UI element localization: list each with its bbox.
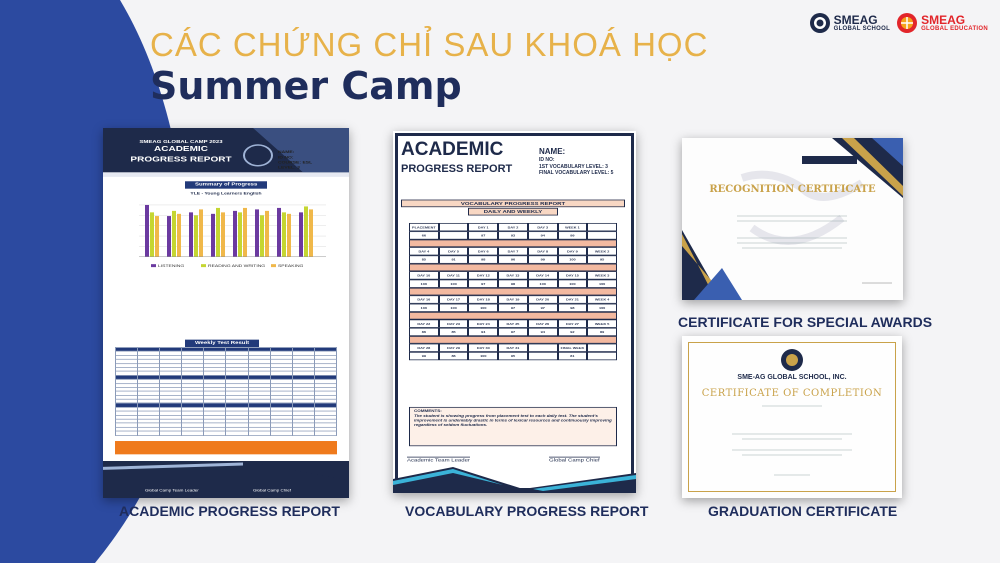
report-title-block	[111, 140, 251, 164]
completion-certificate-document	[682, 336, 902, 498]
grid-label-cell: DAY 10	[409, 271, 439, 279]
grid-label-cell: DAY 25	[498, 320, 528, 328]
grid-separator	[409, 264, 617, 272]
grid-label-cell: DAY 17	[439, 295, 469, 303]
chart-bar	[167, 216, 171, 257]
grid-value-row	[409, 255, 617, 263]
grid-label-cell	[528, 344, 558, 352]
grid-value-cell: 98	[498, 280, 528, 288]
chart-bar	[211, 214, 215, 257]
grid-value-cell: 93	[498, 231, 528, 239]
certificate-title: RECOGNITION CERTIFICATE	[709, 184, 876, 195]
grid-label-cell: DAY 8	[528, 247, 558, 255]
table-cell	[292, 431, 314, 435]
chart-subtitle: YLE - Young Learners English	[190, 191, 262, 197]
grid-value-row	[409, 304, 617, 312]
chart-bar	[194, 215, 198, 256]
caption-vocabulary-report: VOCABULARY PROGRESS REPORT	[405, 503, 649, 519]
chart-bars	[145, 205, 313, 257]
table-cell	[138, 431, 160, 435]
certificate-title: CERTIFICATE OF COMPLETION	[701, 388, 883, 399]
grid-label-cell: DAY 24	[468, 320, 498, 328]
grid-label-cell: DAY 11	[439, 271, 469, 279]
grid-label-cell: DAY 4	[409, 247, 439, 255]
table-cell	[248, 431, 270, 435]
grid-value-cell: 94	[528, 328, 558, 336]
info-name: NAME:	[539, 147, 566, 156]
globe-emblem-icon	[896, 12, 918, 34]
chart-bar	[282, 212, 286, 256]
footer-stripe	[103, 446, 349, 498]
grid-label-cell: DAY 9	[558, 247, 588, 255]
grid-value-row	[409, 328, 617, 336]
grid-value-cell: 99	[409, 352, 439, 360]
grid-label-cell: WEEK 5	[587, 320, 617, 328]
lion-emblem-icon	[809, 12, 831, 34]
chart-bar	[221, 212, 225, 256]
chart-bar	[265, 211, 269, 257]
grid-value-cell: 89	[587, 328, 617, 336]
title-line1: ACADEMIC	[401, 139, 504, 160]
grid-label-cell: DAY 28	[409, 344, 439, 352]
grid-value-cell: 92	[558, 328, 588, 336]
page-title-line2: Summer Camp	[150, 64, 462, 108]
grid-label-row	[409, 320, 617, 328]
grid-label-cell: WEEK 4	[587, 295, 617, 303]
page-title-line1: CÁC CHỨNG CHỈ SAU KHOÁ HỌC	[150, 26, 709, 63]
grid-label-cell	[587, 223, 617, 231]
vocab-report-body	[393, 131, 636, 493]
sign-team-leader: Academic Team Leader	[407, 458, 470, 463]
grid-label-cell	[439, 223, 469, 231]
table-cell	[182, 431, 204, 435]
grid-label-cell: DAY 29	[439, 344, 469, 352]
grid-value-cell: 66	[409, 231, 439, 239]
grid-value-cell: 98	[558, 304, 588, 312]
student-info	[278, 150, 312, 171]
logo-name: SMEAG	[833, 13, 878, 27]
grid-value-cell	[587, 352, 617, 360]
chart-bar	[287, 214, 291, 257]
smeag-global-school-logo	[809, 12, 890, 34]
logo-group	[809, 12, 988, 34]
sign-team-leader: Global Camp Team Leader	[145, 488, 199, 493]
grid-value-cell: 99	[558, 231, 588, 239]
chart-bar	[150, 212, 154, 256]
grid-value-cell: 95	[587, 255, 617, 263]
grid-label-cell: DAY 26	[528, 320, 558, 328]
info-level: LEVEL: 3	[278, 165, 300, 171]
chart-bar	[238, 212, 242, 256]
grid-value-cell: 97	[528, 304, 558, 312]
grid-label-cell: WEEK 3	[587, 271, 617, 279]
grid-value-cell: 86	[439, 352, 469, 360]
grid-value-cell: 98	[468, 255, 498, 263]
smeag-global-education-logo	[896, 12, 988, 34]
info-final-level: FINAL VOCABULARY LEVEL: 5	[539, 170, 614, 177]
grid-value-cell: 97	[498, 304, 528, 312]
grid-value-cell: 91	[439, 255, 469, 263]
table-cell	[160, 431, 182, 435]
grid-value-cell: 99	[528, 255, 558, 263]
grid-value-cell: 96	[498, 255, 528, 263]
caption-special-awards: CERTIFICATE FOR SPECIAL AWARDS	[678, 314, 933, 330]
grid-label-cell: DAY 21	[558, 295, 588, 303]
grid-label-cell: DAY 18	[468, 295, 498, 303]
certificate-text-lines	[682, 336, 902, 498]
grid-value-cell: 100	[587, 304, 617, 312]
grid-label-cell: DAY 14	[528, 271, 558, 279]
grid-value-row	[409, 280, 617, 288]
grid-label-cell: DAY 12	[468, 271, 498, 279]
chart-bar	[172, 211, 176, 257]
table-cell	[226, 431, 248, 435]
grid-value-cell	[528, 352, 558, 360]
chart-bar	[155, 216, 159, 257]
grid-value-cell: 100	[468, 304, 498, 312]
grid-label-cell: WEEK 1	[558, 223, 588, 231]
grid-separator	[409, 240, 617, 248]
chart-bar	[299, 212, 303, 256]
caption-graduation-certificate: GRADUATION CERTIFICATE	[708, 503, 898, 519]
comments-label: COMMENTS:	[414, 409, 442, 413]
banner-title: VOCABULARY PROGRESS REPORT	[401, 200, 625, 208]
grid-label-row	[409, 295, 617, 303]
table-cell	[270, 431, 292, 435]
academic-progress-report-document	[103, 128, 349, 498]
vocab-score-grid	[409, 223, 617, 360]
grid-label-cell: DAY 3	[528, 223, 558, 231]
table-cell	[314, 431, 336, 435]
grid-label-cell: PLACEMENT	[409, 223, 439, 231]
grid-value-cell: 100	[439, 304, 469, 312]
chart-bar	[277, 208, 281, 257]
grid-label-cell: DAY 22	[409, 320, 439, 328]
info-course: COURSE: ESL	[278, 160, 313, 165]
chart-bar	[145, 205, 149, 257]
grid-value-cell: 85	[439, 328, 469, 336]
info-name: NAME:	[278, 150, 295, 155]
grid-label-cell: DAY 7	[498, 247, 528, 255]
info-id: ID NO:	[278, 155, 294, 160]
grid-value-cell: 97	[468, 231, 498, 239]
grid-value-row	[409, 352, 617, 360]
banner	[401, 200, 625, 216]
grid-label-row	[409, 344, 617, 352]
chart-bar	[309, 209, 313, 256]
grid-value-cell: 81	[558, 352, 588, 360]
report-scale	[103, 128, 349, 498]
grid-label-cell: DAY 6	[468, 247, 498, 255]
weekly-test-table	[115, 347, 337, 435]
table-cell	[116, 431, 138, 435]
grid-value-cell: 86	[409, 328, 439, 336]
logo-sub: GLOBAL SCHOOL	[833, 26, 891, 32]
title-line2: PROGRESS REPORT	[130, 155, 232, 164]
grid-label-row	[409, 247, 617, 255]
grid-label-cell: DAY 27	[558, 320, 588, 328]
grid-value-cell: 100	[587, 280, 617, 288]
title-line1: ACADEMIC	[154, 145, 208, 154]
logo-name: SMEAG	[921, 13, 966, 27]
chart-bar	[243, 208, 247, 257]
chart-bar	[189, 212, 193, 256]
chart-bar	[260, 215, 264, 256]
title-line2: PROGRESS REPORT	[401, 163, 513, 175]
chart-bar	[255, 209, 259, 256]
grid-value-cell: 100	[439, 280, 469, 288]
school-seal-icon	[243, 144, 273, 166]
grid-label-cell: DAY 13	[498, 271, 528, 279]
logo-sub: GLOBAL EDUCATION	[921, 26, 988, 32]
summary-chart	[121, 198, 331, 271]
grid-value-cell	[439, 231, 469, 239]
legend-speaking: SPEAKING	[278, 263, 304, 268]
grid-label-cell: DAY 30	[468, 344, 498, 352]
grid-separator	[409, 288, 617, 296]
grid-value-cell: 100	[409, 304, 439, 312]
grid-value-cell: 94	[468, 328, 498, 336]
grid-value-cell: 100	[558, 280, 588, 288]
footer-waves	[393, 463, 636, 493]
grid-value-row	[409, 231, 617, 239]
legend-listening: LISTENING	[158, 263, 185, 268]
grid-separator	[409, 312, 617, 320]
info-id: ID NO:	[539, 157, 555, 164]
camp-name: SMEAG GLOBAL CAMP 2023	[139, 139, 223, 145]
summary-label: Summary of Progress	[185, 181, 267, 188]
school-name: SME-AG GLOBAL SCHOOL, INC.	[737, 374, 847, 381]
grid-value-cell: 94	[528, 231, 558, 239]
chart-bar	[177, 214, 181, 257]
table-row	[116, 431, 337, 435]
grid-label-cell: WEEK 2	[587, 247, 617, 255]
grid-label-cell: DAY 23	[439, 320, 469, 328]
grid-label-cell: FINAL WEEK	[558, 344, 588, 352]
grid-label-cell: DAY 19	[498, 295, 528, 303]
grid-value-cell: 100	[468, 352, 498, 360]
grid-label-cell: DAY 16	[409, 295, 439, 303]
table-cell	[204, 431, 226, 435]
legend-reading: READING AND WRITING	[208, 263, 266, 268]
recognition-certificate-document	[682, 138, 903, 300]
weekly-label: Weekly Test Result	[185, 340, 259, 347]
grid-label-cell: DAY 20	[528, 295, 558, 303]
grid-value-cell: 97	[468, 280, 498, 288]
grid-label-cell: DAY 15	[558, 271, 588, 279]
grid-label-row	[409, 271, 617, 279]
chart-bar	[304, 206, 308, 256]
vocabulary-progress-report-document	[393, 131, 636, 493]
grid-label-cell: DAY 5	[439, 247, 469, 255]
grid-label-cell: DAY 31	[498, 344, 528, 352]
grid-separator	[409, 336, 617, 344]
grid-value-cell	[587, 231, 617, 239]
grid-value-cell: 95	[498, 352, 528, 360]
grid-value-cell: 100	[409, 280, 439, 288]
chart-bar	[199, 209, 203, 256]
grid-label-cell: DAY 1	[468, 223, 498, 231]
chart-bar	[233, 211, 237, 257]
grid-label-cell	[587, 344, 617, 352]
comments-text: The student is showing progress from placement test to each daily test. The student's improvement is undeniably drastic in terms of lexical resources and continuously improving regardless of seldom fluctuations.	[414, 413, 612, 427]
comments-box	[409, 407, 617, 446]
sign-camp-chief: Global Camp Chief	[549, 458, 600, 463]
grid-value-cell: 85	[409, 255, 439, 263]
grid-label-cell: DAY 2	[498, 223, 528, 231]
grid-value-cell: 97	[498, 328, 528, 336]
grid-label-row	[409, 223, 617, 231]
sign-camp-chief: Global Camp Chief	[253, 488, 292, 493]
certificate-border-art	[682, 138, 903, 300]
info-first-level: 1ST VOCABULARY LEVEL: 3	[539, 163, 608, 170]
caption-academic-report: ACADEMIC PROGRESS REPORT	[119, 503, 340, 519]
grid-value-cell: 100	[528, 280, 558, 288]
banner-subtitle: DAILY AND WEEKLY	[468, 208, 558, 216]
chart-bar	[216, 208, 220, 257]
grid-value-cell: 100	[558, 255, 588, 263]
